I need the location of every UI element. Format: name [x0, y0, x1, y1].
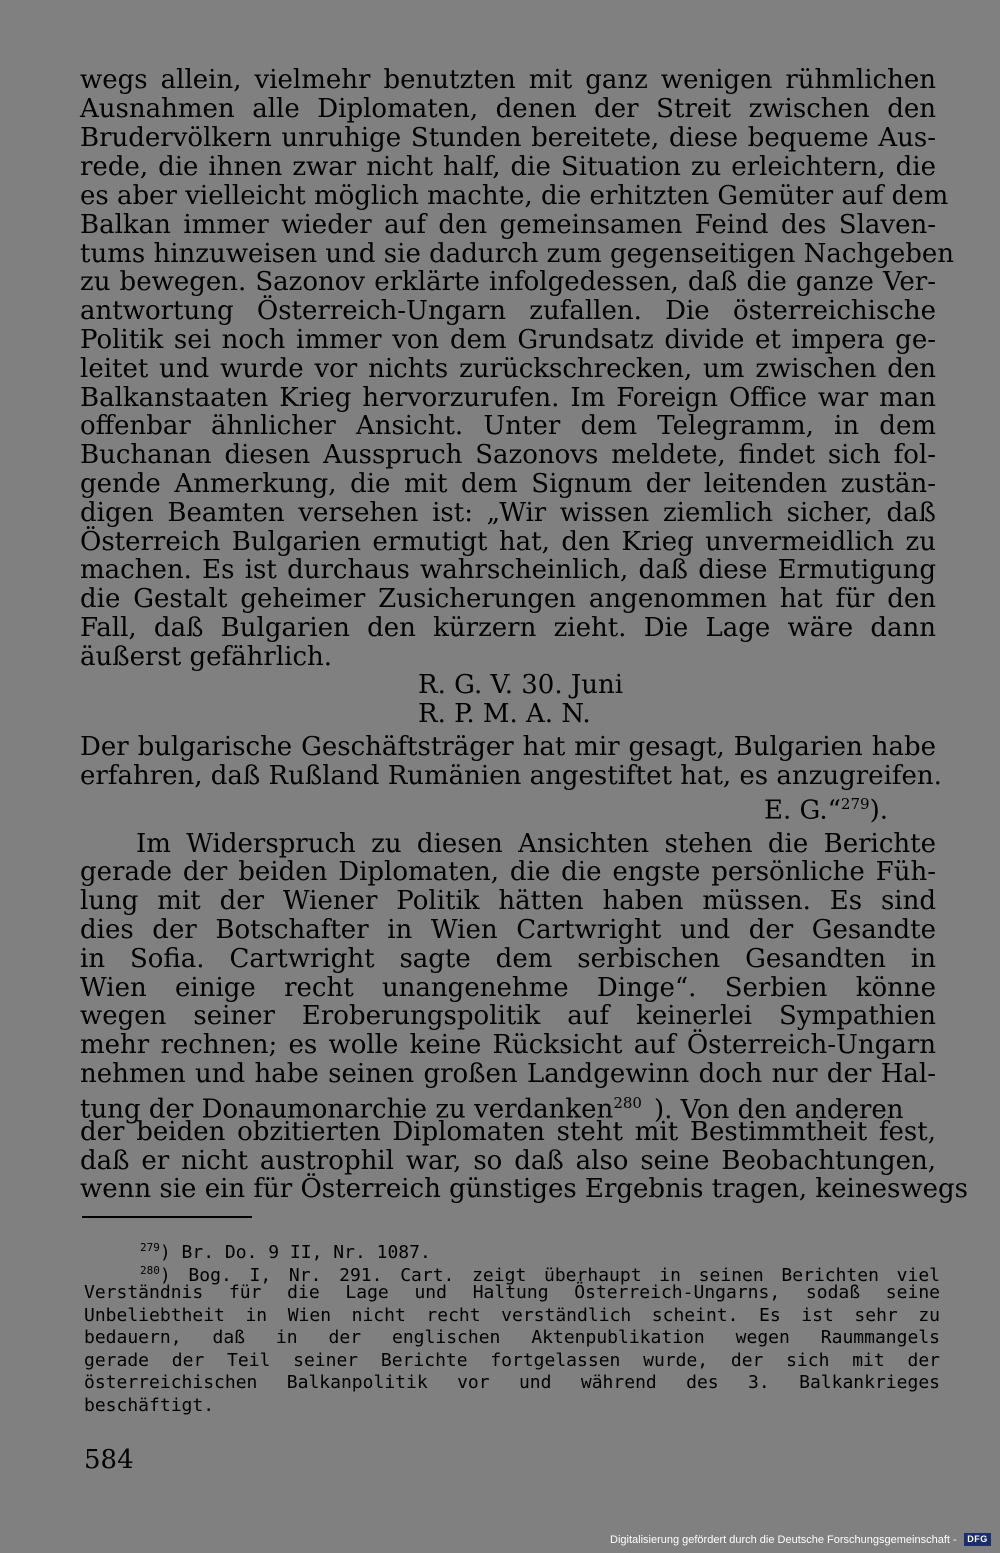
footnote-text: ) Bog. I, Nr. 291. Cart. zeigt überhaupt in seinen Berichten viel — [159, 1265, 940, 1286]
body-line: dies der Botschafter in Wien Cartwright und der Gesandte — [80, 915, 936, 945]
quote-signature-text: E. G.“ — [764, 795, 841, 826]
body-line: rede, die ihnen zwar nicht half, die Situation zu erleichtern, die — [80, 152, 936, 182]
body-line: in Sofia. Cartwright sagte dem serbischen Gesandten in — [80, 944, 936, 974]
body-line: Österreich Bulgarien ermutigt hat, den Krieg unvermeidlich zu — [80, 527, 936, 557]
footnote-marker: 279 — [140, 1241, 160, 1254]
quote-signature — [764, 790, 888, 826]
body-line: Brudervölkern unruhige Stunden bereitete, diese bequeme Aus- — [80, 123, 936, 153]
footnote-line: beschäftigt. — [84, 1395, 215, 1416]
body-line: nehmen und habe seinen großen Landgewinn doch nur der Hal- — [80, 1059, 936, 1089]
body-line: zu bewegen. Sazonov erklärte infolgedessen, daß die ganze Ver- — [80, 267, 936, 297]
body-line: der beiden obzitierten Diplomaten steht mit Bestimmtheit fest, — [80, 1117, 936, 1147]
quote-line: Der bulgarische Geschäftsträger hat mir gesagt, Bulgarien habe — [80, 732, 936, 762]
body-line: es aber vielleicht möglich machte, die erhitzten Gemüter auf dem — [80, 181, 949, 211]
footnote-marker: 280 — [140, 1264, 160, 1277]
footnote-line: Verständnis für die Lage und Haltung Österreich-Ungarns, sodaß seine — [84, 1282, 940, 1303]
body-line: lung mit der Wiener Politik hätten haben müssen. Es sind — [80, 886, 936, 916]
body-line: antwortung Österreich-Ungarn zufallen. Die österreichische — [80, 296, 936, 326]
footnote-line: bedauern, daß in der englischen Aktenpublikation wegen Raummangels — [84, 1327, 940, 1348]
body-line: Buchanan diesen Ausspruch Sazonovs meldete, findet sich fol- — [80, 440, 936, 470]
footnote-line: gerade der Teil seiner Berichte fortgelassen wurde, der sich mit der — [84, 1350, 940, 1371]
body-line: Im Widerspruch zu diesen Ansichten stehen die Berichte — [136, 829, 936, 859]
body-line: offenbar ähnlicher Ansicht. Unter dem Telegramm, in dem — [80, 411, 936, 441]
body-line: gerade der beiden Diplomaten, die die engste persönliche Füh- — [80, 857, 936, 887]
page-number: 584 — [84, 1445, 134, 1475]
signature-line: R. G. V. 30. Juni — [418, 670, 624, 700]
body-line: Balkan immer wieder auf den gemeinsamen Feind des Slaven- — [80, 210, 936, 240]
body-line: machen. Es ist durchaus wahrscheinlich, daß diese Ermutigung — [80, 555, 936, 585]
body-line: digen Beamten versehen ist: „Wir wissen ziemlich sicher, daß — [80, 498, 936, 528]
body-line: Balkanstaaten Krieg hervorzurufen. Im Foreign Office war man — [80, 383, 936, 413]
footnote-text: ) Br. Do. 9 II, Nr. 1087. — [159, 1242, 431, 1263]
body-line: wegen seiner Eroberungspolitik auf keinerlei Sympathien — [80, 1001, 936, 1031]
body-line: wenn sie ein für Österreich günstiges Ergebnis tragen, keineswegs — [80, 1174, 968, 1204]
body-line: äußerst gefährlich. — [80, 642, 333, 672]
body-line: die Gestalt geheimer Zusicherungen angenommen hat für den — [80, 584, 936, 614]
footnote-line: österreichischen Balkanpolitik vor und während des 3. Balkankrieges — [84, 1372, 940, 1393]
body-line: wegs allein, vielmehr benutzten mit ganz wenigen rühmlichen — [80, 65, 936, 95]
body-line: leitet und wurde vor nichts zurückschrecken, um zwischen den — [80, 354, 936, 384]
dfg-logo-icon: DFG — [964, 1533, 991, 1546]
body-line-text: tung der Donaumonarchie zu verdanken — [80, 1094, 614, 1125]
body-line: daß er nicht austrophil war, so daß also seine Beobachtungen, — [80, 1146, 936, 1176]
digitization-credit: Digitalisierung gefördert durch die Deutsche Forschungsgemeinschaft - — [610, 1534, 957, 1546]
quote-close: ). — [869, 795, 888, 826]
footnote-divider — [82, 1216, 252, 1218]
body-line: gende Anmerkung, die mit dem Signum der leitenden zustän- — [80, 469, 936, 499]
signature-line: R. P. M. A. N. — [418, 699, 591, 729]
quote-line: erfahren, daß Rußland Rumänien angestiftet hat, es anzugreifen. — [80, 761, 942, 791]
footnote-ref-280: 280 — [613, 1094, 642, 1112]
body-line: mehr rechnen; es wolle keine Rücksicht auf Österreich-Ungarn — [80, 1030, 936, 1060]
body-line: tums hinzuweisen und sie dadurch zum gegenseitigen Nachgeben — [80, 239, 955, 269]
body-line: Politik sei noch immer von dem Grundsatz divide et impera ge- — [80, 325, 936, 355]
body-line: Fall, daß Bulgarien den kürzern zieht. Die Lage wäre dann — [80, 613, 936, 643]
body-line: Wien einige recht unangenehme Dinge“. Serbien könne — [80, 973, 936, 1003]
footnote-ref-279: 279 — [840, 795, 870, 813]
footnote-line: Unbeliebtheit in Wien nicht recht verständlich scheint. Es ist sehr zu — [84, 1305, 940, 1326]
body-line-text: ). Von den anderen — [653, 1094, 904, 1125]
body-line: Ausnahmen alle Diplomaten, denen der Streit zwischen den — [80, 94, 936, 124]
